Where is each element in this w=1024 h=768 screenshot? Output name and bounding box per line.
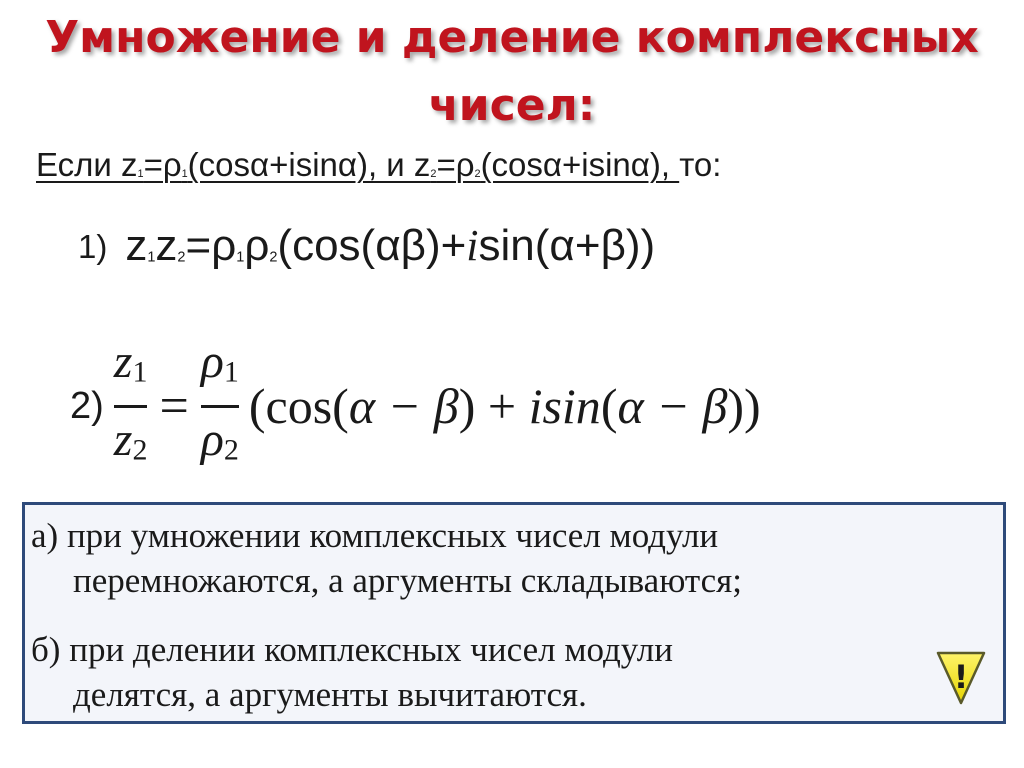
formula-1-part: (cos(αβ)+ <box>277 221 467 270</box>
title-line-1: Умножение и деление комплексных <box>45 12 979 63</box>
fraction-bar <box>201 405 239 408</box>
rule-division <box>31 627 993 717</box>
formula-1-part: ρ <box>244 221 270 270</box>
fraction-sub: 2 <box>132 433 148 466</box>
rule-b-line-2: делятся, а аргументы вычитаются. <box>73 675 587 714</box>
equals-sign: = <box>159 377 189 435</box>
condition-sub: 2 <box>430 168 437 181</box>
formula-1-part: =ρ <box>185 221 237 270</box>
formula-1-number: 1) <box>78 228 108 265</box>
condition-statement <box>36 146 721 184</box>
fraction-z-numerator <box>114 332 148 403</box>
formula-1-sub: 1 <box>147 249 156 266</box>
formula-2-number: 2) <box>70 384 104 427</box>
fraction-z-denominator <box>114 410 148 481</box>
warning-exclamation: ! <box>953 658 969 696</box>
slide-title <box>0 4 1024 140</box>
formula-multiplication <box>78 220 655 271</box>
condition-text: (cosα+isinα), и z <box>187 146 431 183</box>
formula-2-part: α − β <box>348 378 459 434</box>
condition-text: =ρ <box>436 146 475 183</box>
condition-underlined <box>36 146 679 183</box>
formula-division <box>70 335 761 472</box>
fraction-sub: 1 <box>223 355 239 389</box>
fraction-rho <box>201 332 239 480</box>
warning-triangle-icon <box>934 650 988 706</box>
formula-2-part: α − β <box>617 378 728 434</box>
fraction-sub: 1 <box>132 355 148 389</box>
condition-suffix: то: <box>679 146 722 183</box>
condition-sub: 1 <box>137 168 144 181</box>
formula-1-sub: 2 <box>269 249 278 266</box>
formula-1-part: sin(α+β)) <box>478 221 656 270</box>
condition-prefix: Если z <box>36 146 138 183</box>
rule-a-line-2: перемножаются, а аргументы складываются; <box>73 561 742 600</box>
title-line-2: чисел: <box>428 80 596 131</box>
fraction-rho-numerator <box>201 332 239 403</box>
formula-2-part: )) <box>727 378 761 434</box>
formula-2-trig-part <box>249 377 761 435</box>
formula-2-part: (cos( <box>248 378 349 434</box>
fraction-var: ρ <box>200 412 224 466</box>
formula-1-part: z <box>125 221 148 270</box>
rule-multiplication <box>31 513 993 603</box>
rule-a-line-1: а) при умножении комплексных чисел модули <box>31 516 719 555</box>
formula-2-part: ( <box>600 378 618 434</box>
fraction-var: z <box>113 335 133 388</box>
formula-1-part: z <box>155 221 178 270</box>
formula-1-expression <box>125 221 655 270</box>
condition-text: =ρ <box>143 146 182 183</box>
formula-2-part: ) + <box>458 378 529 434</box>
condition-text: (cosα+isinα), <box>480 146 680 183</box>
fraction-z <box>114 332 148 480</box>
fraction-var: z <box>113 412 133 466</box>
formula-1-imaginary-unit: i <box>466 221 479 270</box>
fraction-sub: 2 <box>223 433 239 466</box>
formula-1-sub: 2 <box>177 249 186 266</box>
fraction-var: ρ <box>200 335 224 388</box>
rule-b-line-1: б) при делении комплексных чисел модули <box>31 630 673 669</box>
formula-1-sub: 1 <box>236 249 245 266</box>
fraction-bar <box>114 405 148 408</box>
condition-sub: 2 <box>474 168 481 181</box>
condition-sub: 1 <box>181 168 188 181</box>
rules-box <box>22 502 1006 724</box>
fraction-rho-denominator <box>201 410 239 481</box>
formula-2-part: isin <box>528 378 601 434</box>
